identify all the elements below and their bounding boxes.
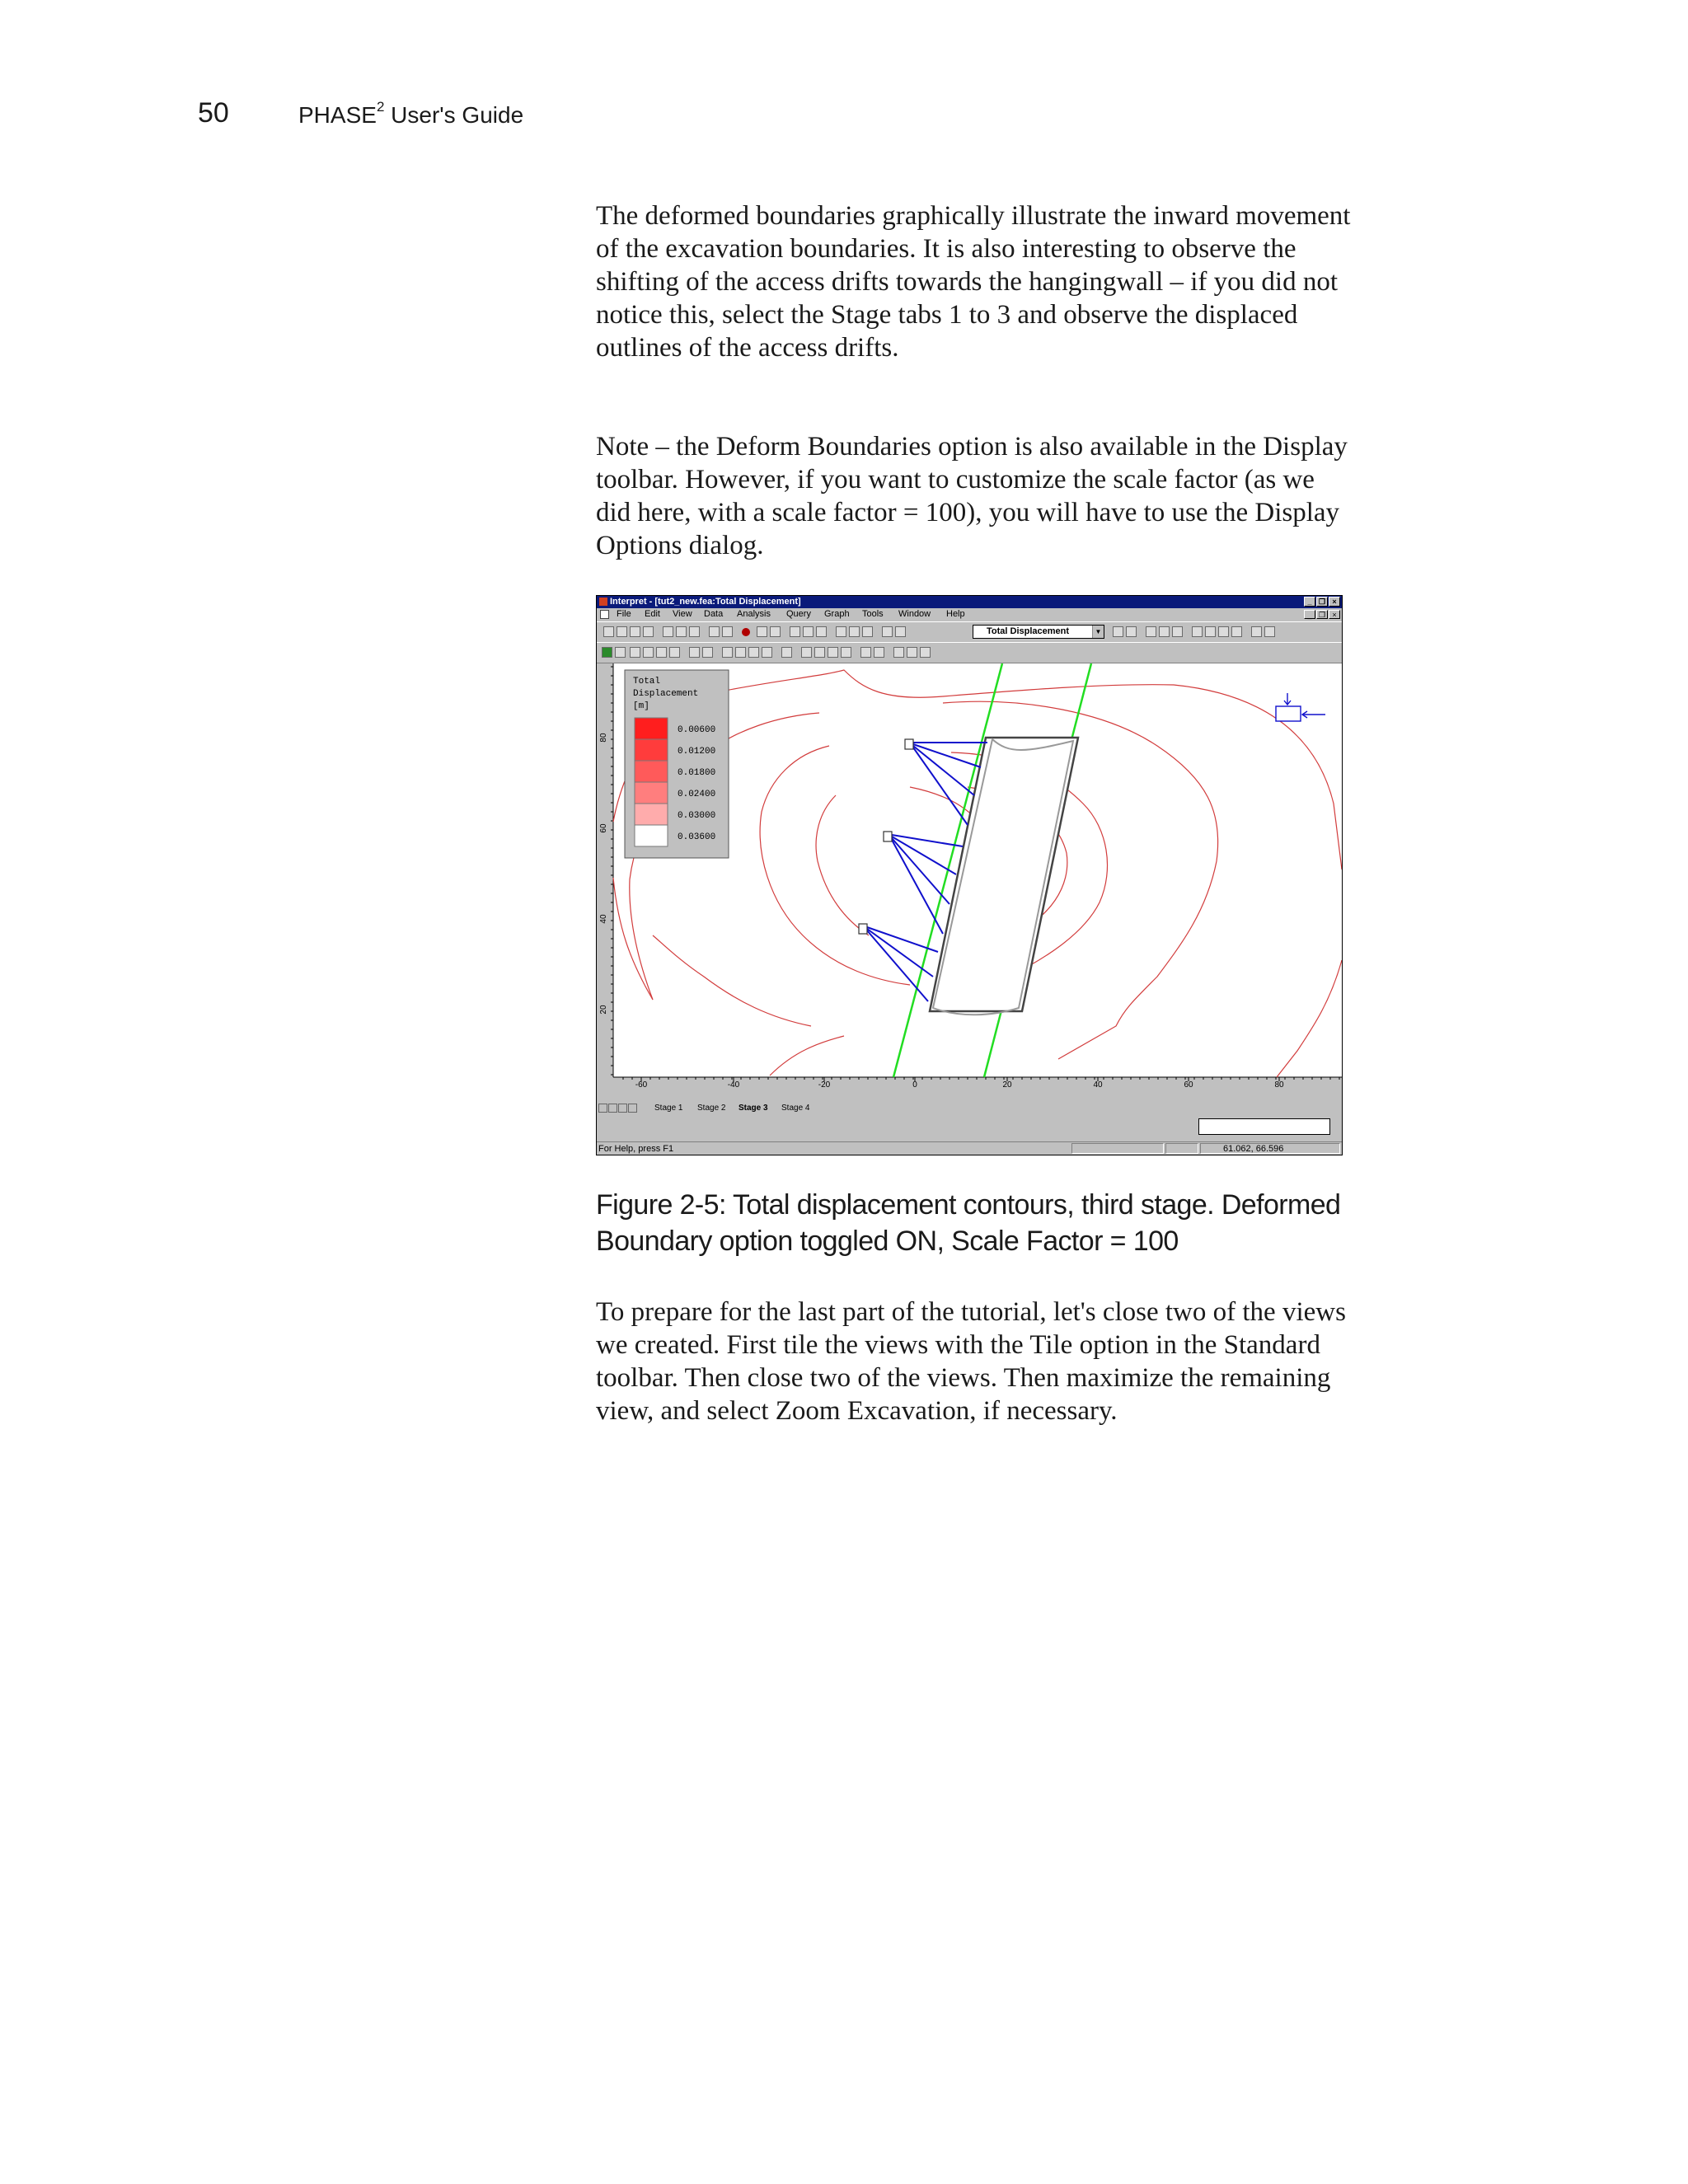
menu-data[interactable]: Data (704, 609, 724, 619)
zoom-window-icon[interactable] (836, 626, 846, 637)
open-icon[interactable] (603, 626, 614, 637)
status-cell-2 (1165, 1143, 1198, 1154)
tab-stage-1[interactable]: Stage 1 (654, 1104, 683, 1113)
contour-plot (597, 663, 1342, 1115)
measure-icon[interactable] (762, 647, 772, 658)
menu-bar (597, 608, 1342, 621)
yield-icon[interactable] (860, 647, 871, 658)
query-point-icon[interactable] (1146, 626, 1156, 637)
stage-tab-bar (597, 1102, 1342, 1114)
access-drift-1 (905, 739, 913, 749)
status-bar (597, 1141, 1342, 1155)
chevron-down-icon[interactable]: ▼ (1092, 626, 1104, 638)
rectangle-icon[interactable] (643, 647, 654, 658)
zoom-extents-icon[interactable] (895, 626, 906, 637)
record-icon[interactable] (742, 628, 750, 636)
pencil-icon[interactable] (781, 647, 792, 658)
paragraph-note: Note – the Deform Boundaries option is also available in the Display toolbar. However, if you want to customize the scale factor (as we did here, with a scale factor = 100), you will have to use the Display Options dialog. (596, 432, 1348, 560)
first-tab-icon[interactable] (598, 1104, 607, 1113)
arc-icon[interactable] (689, 647, 700, 658)
copy-display-icon[interactable] (814, 647, 825, 658)
nodes-icon[interactable] (841, 647, 851, 658)
legend-title-3: [m] (633, 701, 649, 711)
access-drift-2 (884, 832, 892, 841)
minimize-icon[interactable]: _ (1304, 597, 1315, 607)
running-title-main: PHASE (298, 102, 377, 128)
window-title: Interpret - [tut2_new.fea:Total Displacement] (610, 597, 801, 607)
child-minimize-icon[interactable]: _ (1304, 610, 1315, 619)
last-tab-icon[interactable] (628, 1104, 637, 1113)
legend-value: 0.03000 (678, 811, 716, 821)
running-title-rest: User's Guide (384, 102, 524, 128)
y-tick-label: 60 (599, 823, 608, 833)
status-cell-1 (1071, 1143, 1164, 1154)
figure-caption: Figure 2-5: Total displacement contours, third stage. Deformed Boundary option toggled ON, Scale Factor = 100 (596, 1189, 1341, 1257)
zoom-all-icon[interactable] (790, 626, 800, 637)
x-tick-label: -20 (818, 1080, 831, 1090)
document-icon[interactable] (600, 610, 609, 619)
delete-query-icon[interactable] (1172, 626, 1183, 637)
liner-icon[interactable] (920, 647, 931, 658)
export-icon[interactable] (709, 626, 720, 637)
close-icon[interactable]: × (1329, 597, 1340, 607)
command-input[interactable] (1198, 1118, 1330, 1135)
running-title-superscript: 2 (376, 99, 385, 115)
ruler-icon[interactable] (735, 647, 746, 658)
legend-swatch (635, 761, 668, 782)
print-icon[interactable] (689, 626, 700, 637)
angle-icon[interactable] (748, 647, 759, 658)
zoom-previous-icon[interactable] (862, 626, 873, 637)
menu-graph[interactable]: Graph (824, 609, 850, 619)
tile-icon[interactable] (643, 626, 654, 637)
x-tick-label: 80 (1274, 1080, 1284, 1090)
restore-icon[interactable]: ❐ (1316, 597, 1328, 607)
mesh-icon[interactable] (828, 647, 838, 658)
screen-icon[interactable] (722, 626, 733, 637)
graph-data-icon[interactable] (1205, 626, 1216, 637)
legend-value: 0.00600 (678, 725, 716, 735)
menu-analysis[interactable]: Analysis (737, 609, 771, 619)
x-tick-label: 0 (912, 1080, 917, 1090)
access-drift-3 (859, 924, 867, 934)
interpret-window-screenshot (596, 595, 1343, 1155)
menu-window[interactable]: Window (898, 609, 931, 619)
status-help-text: For Help, press F1 (598, 1144, 674, 1154)
chart-icon[interactable] (663, 626, 673, 637)
app-icon (599, 598, 607, 606)
legend-swatch (635, 825, 668, 846)
legend-swatch (635, 804, 668, 825)
text-box-icon[interactable] (669, 647, 680, 658)
select-arrow-icon[interactable] (630, 647, 640, 658)
page-number: 50 (198, 97, 229, 129)
legend-value: 0.01200 (678, 747, 716, 757)
display-toolbar (597, 642, 1342, 663)
legend-swatch (635, 782, 668, 804)
page-icon[interactable] (893, 647, 904, 658)
strength-icon[interactable] (1251, 626, 1262, 637)
zoom-in-icon[interactable] (803, 626, 814, 637)
data-type-select[interactable] (973, 625, 1104, 639)
legend-icon[interactable] (1126, 626, 1137, 637)
legend-value: 0.03600 (678, 832, 716, 842)
display-options-icon[interactable] (602, 647, 612, 658)
paragraph-deformed-boundaries: The deformed boundaries graphically illustrate the inward movement of the excavation boundaries. It is also interesting to observe the shifting of the access drifts towards the hangingwall – if you did not notice this, select the Stage tabs 1 to 3 and observe the displaced outlines of the access drifts. (596, 201, 1351, 363)
pan-icon[interactable] (882, 626, 893, 637)
status-coordinates: 61.062, 66.596 (1223, 1144, 1284, 1154)
menu-file[interactable]: File (617, 609, 631, 619)
tab-stage-3[interactable]: Stage 3 (738, 1104, 768, 1113)
stress-trajectories-icon[interactable] (874, 647, 884, 658)
y-tick-label: 40 (599, 914, 608, 924)
stage-graph-icon[interactable] (1231, 626, 1242, 637)
previous-tab-icon[interactable] (608, 1104, 617, 1113)
y-tick-label: 20 (599, 1005, 608, 1015)
legend-value: 0.02400 (678, 790, 716, 799)
deform-boundaries-icon[interactable] (801, 647, 812, 658)
save-icon[interactable] (630, 626, 640, 637)
print-preview-icon[interactable] (676, 626, 687, 637)
triangle-icon[interactable] (722, 647, 733, 658)
next-tab-icon[interactable] (618, 1104, 627, 1113)
query-line-icon[interactable] (1159, 626, 1170, 637)
menu-tools[interactable]: Tools (862, 609, 884, 619)
menu-view[interactable]: View (673, 609, 692, 619)
tab-stage-4[interactable]: Stage 4 (781, 1104, 810, 1113)
menu-help[interactable]: Help (946, 609, 965, 619)
y-tick-label: 80 (599, 733, 608, 743)
window-titlebar (597, 596, 1342, 608)
legend-swatch (635, 718, 668, 739)
paragraph-close-views: To prepare for the last part of the tutorial, let's close two of the views we created. First tile the views with the Tile option in the Standard toolbar. Then close two of the views. Then maximize the remaining view, and select Zoom Excavation, if necessary. (596, 1297, 1346, 1426)
material-graph-icon[interactable] (1218, 626, 1229, 637)
graph-icon[interactable] (1192, 626, 1203, 637)
arrow-icon[interactable] (702, 647, 713, 658)
grid-icon[interactable] (656, 647, 667, 658)
zoom-out-icon[interactable] (816, 626, 827, 637)
x-tick-label: 40 (1093, 1080, 1103, 1090)
x-tick-label: 60 (1184, 1080, 1193, 1090)
stop-icon[interactable] (770, 626, 781, 637)
bolt-icon[interactable] (907, 647, 917, 658)
legend-value: 0.01800 (678, 768, 716, 778)
child-restore-icon[interactable]: ❐ (1316, 610, 1328, 619)
legend-title-2: Displacement (633, 689, 699, 699)
legend-swatch (635, 739, 668, 761)
remove-icon[interactable] (1264, 626, 1275, 637)
running-title (298, 99, 524, 129)
legend-title-1: Total (633, 677, 661, 687)
x-tick-label: -40 (727, 1080, 740, 1090)
tab-stage-2[interactable]: Stage 2 (697, 1104, 726, 1113)
legend-swatches (635, 718, 668, 846)
zoom-excavation-icon[interactable] (849, 626, 860, 637)
menu-edit[interactable]: Edit (645, 609, 660, 619)
copy-icon[interactable] (617, 626, 627, 637)
play-icon[interactable] (757, 626, 767, 637)
x-tick-label: -60 (635, 1080, 648, 1090)
standard-toolbar (597, 621, 1342, 643)
axes-icon[interactable] (615, 647, 626, 658)
menu-query[interactable]: Query (786, 609, 811, 619)
child-close-icon[interactable]: × (1329, 610, 1340, 619)
x-tick-label: 20 (1002, 1080, 1012, 1090)
contour-options-icon[interactable] (1113, 626, 1123, 637)
data-type-value: Total Displacement (987, 626, 1070, 636)
